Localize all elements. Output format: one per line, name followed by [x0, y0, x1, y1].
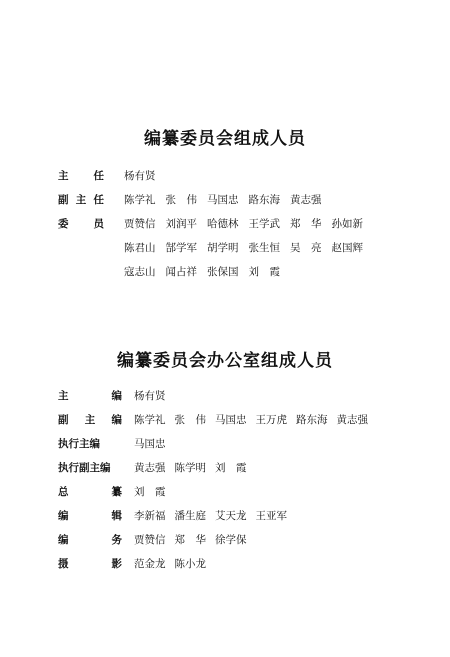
person-name: 王亚军: [255, 510, 287, 522]
person-name: 路东海: [296, 414, 328, 426]
committee-names: [124, 240, 373, 256]
committee-role-label: 主 任: [58, 170, 104, 182]
person-name: 王学武: [248, 218, 280, 230]
person-name: 闻占祥: [165, 266, 197, 278]
person-name: 郜学军: [165, 242, 197, 254]
office-role-label: 副 主 编: [58, 414, 122, 426]
person-name: 刘 霞: [134, 486, 166, 498]
person-name: 张保国: [207, 266, 239, 278]
person-name: 赵国辉: [331, 242, 363, 254]
person-name: 李新福: [134, 510, 166, 522]
person-name: 黄志强: [336, 414, 368, 426]
office-role-label: 编 辑: [58, 510, 122, 522]
office-names: [134, 388, 175, 404]
committee-names: [124, 168, 166, 184]
person-name: 刘润平: [165, 218, 197, 230]
person-name: 艾天龙: [215, 510, 247, 522]
office-role-label: 摄 影: [58, 558, 122, 570]
committee-role-label: 委 员: [58, 218, 104, 230]
person-name: 陈学礼: [134, 414, 166, 426]
person-name: 哈德林: [207, 218, 239, 230]
office-role-label: 执行主编: [58, 438, 100, 450]
office-names: [134, 556, 215, 572]
office-names: [134, 412, 377, 428]
person-name: 陈学礼: [124, 194, 156, 206]
person-name: 王万虎: [255, 414, 287, 426]
person-name: 刘 霞: [248, 266, 280, 278]
office-role-label: 编 务: [58, 534, 122, 546]
person-name: 杨有贤: [134, 390, 166, 402]
office-names: [134, 484, 175, 500]
office-names: [134, 532, 256, 548]
person-name: 路东海: [248, 194, 280, 206]
committee-names: [124, 216, 373, 232]
person-name: 黄志强: [290, 194, 322, 206]
office-role-label: 总 纂: [58, 486, 122, 498]
person-name: 张 伟: [174, 414, 206, 426]
office-role-label: 执行副主编: [58, 462, 111, 474]
person-name: 范金龙: [134, 558, 166, 570]
person-name: 潘生庭: [174, 510, 206, 522]
person-name: 马国忠: [215, 414, 247, 426]
office-role-label: 主 编: [58, 390, 122, 402]
person-name: 陈学明: [174, 462, 206, 474]
person-name: 张 伟: [165, 194, 197, 206]
person-name: 张生恒: [248, 242, 280, 254]
person-name: 贾赞信: [134, 534, 166, 546]
committee-names: [124, 192, 332, 208]
person-name: 徐学保: [215, 534, 247, 546]
person-name: 马国忠: [134, 438, 166, 450]
person-name: 孙如新: [331, 218, 363, 230]
committee-names: [124, 264, 290, 280]
person-name: 胡学明: [207, 242, 239, 254]
person-name: 黄志强: [134, 462, 166, 474]
person-name: 马国忠: [207, 194, 239, 206]
person-name: 贾赞信: [124, 218, 156, 230]
person-name: 寇志山: [124, 266, 156, 278]
person-name: 郑 华: [290, 218, 322, 230]
person-name: 陈君山: [124, 242, 156, 254]
office-title: 编纂委员会办公室组成人员: [117, 351, 333, 371]
office-names: [134, 508, 296, 524]
committee-title: 编纂委员会组成人员: [144, 129, 306, 149]
person-name: 刘 霞: [215, 462, 247, 474]
office-names: [134, 460, 256, 476]
office-names: [134, 436, 175, 452]
person-name: 陈小龙: [174, 558, 206, 570]
person-name: 吴 亮: [290, 242, 322, 254]
person-name: 郑 华: [174, 534, 206, 546]
person-name: 杨有贤: [124, 170, 156, 182]
committee-role-label: 副 主 任: [58, 194, 104, 206]
